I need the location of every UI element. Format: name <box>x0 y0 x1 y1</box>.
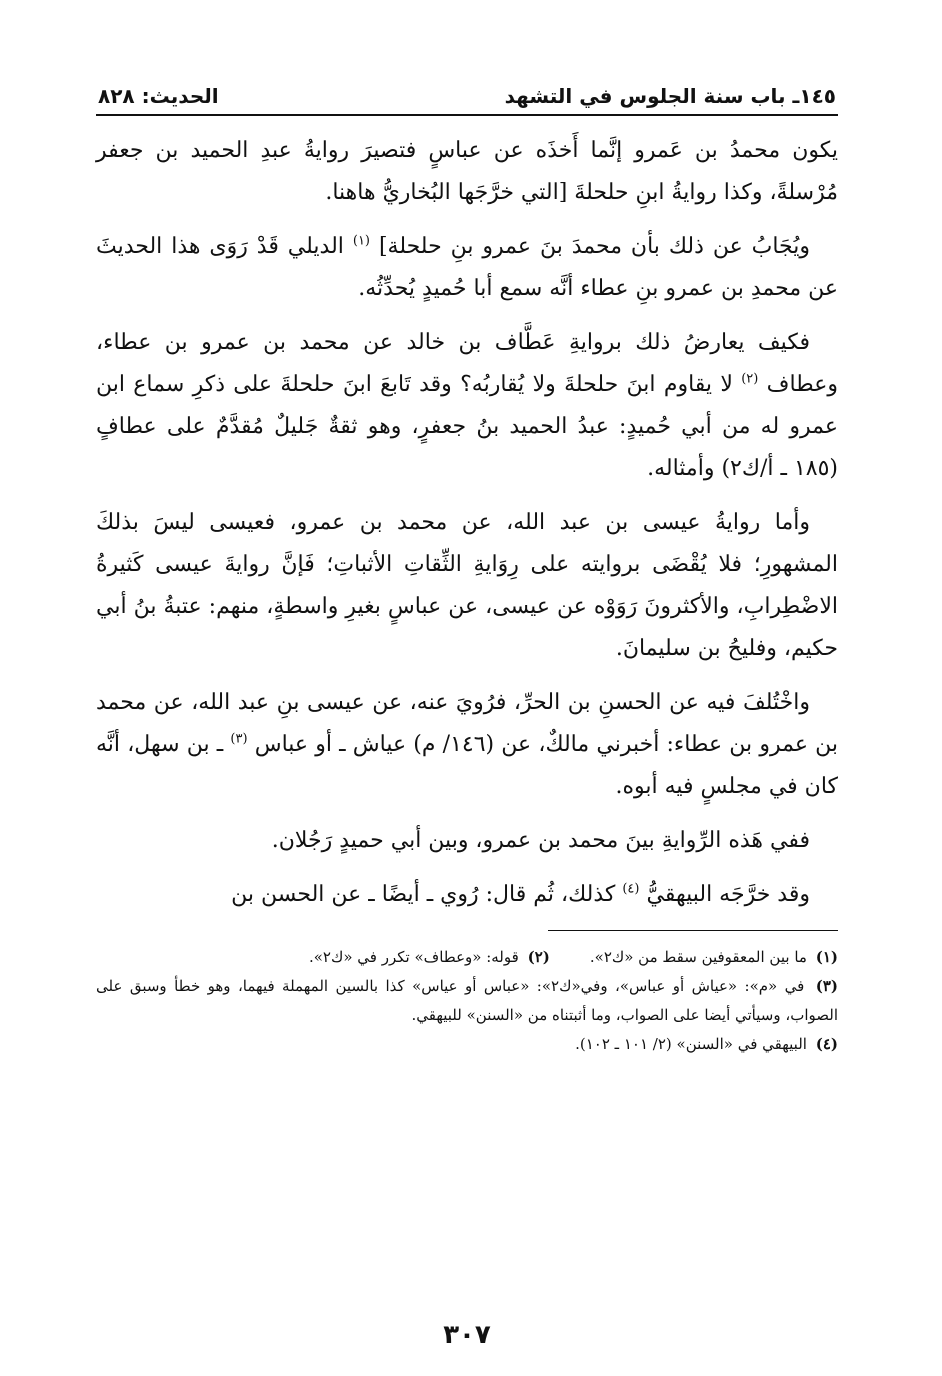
paragraph-text: يكون محمدُ بن عَمرو إنَّما أَخذَه عن عباسٍ فتصيرَ روايةُ عبدِ الحميد بن جعفر مُرْسلةً، وكذا روايةُ ابنِ حلحلةَ [التي خرَّجَها البُخاريُّ هاهنا. <box>96 138 838 205</box>
running-header <box>96 80 838 116</box>
paragraph <box>96 682 838 808</box>
footnotes <box>96 943 838 1059</box>
paragraph-text: ـ بن سهل، أنَّه كان في مجلسٍ فيه أبوه. <box>96 732 838 799</box>
book-page <box>96 80 838 1350</box>
paragraph-text: وقد خرَّجَه البيهقيُّ <box>646 882 810 907</box>
footnote-number: (١) <box>815 948 838 966</box>
footnote-2 <box>309 943 550 972</box>
footnote-number: (٤) <box>815 1035 838 1053</box>
chapter-title: ١٤٥ـ باب سنة الجلوس في التشهد <box>504 84 836 108</box>
footnote-text: ما بين المعقوفين سقط من «ك٢». <box>589 948 807 966</box>
paragraph-text: لا يقاوم ابنَ حلحلةَ ولا يُقاربُه؟ وقد تَابعَ ابنَ حلحلةَ على ذكرِ سماع ابن عمرو له من أبي حُميدٍ: عبدُ الحميد بنُ جعفرٍ، وهو ثقةٌ جَليلٌ مُقدَّمٌ على عطافٍ (١٨٥ ـ أ/ك٢) وأمثاله. <box>96 372 838 481</box>
paragraph-text: ففي هَذه الرِّوايةِ بينَ محمد بن عمرو، وبين أبي حميدٍ رَجُلان. <box>271 828 810 853</box>
paragraph-text: واخْتُلفَ فيه عن الحسنِ بن الحرِّ، فرُويَ عنه، عن عيسى بنِ عبد الله، عن محمد بن عمرو بن عطاء: أخبرني مالكٌ، عن (١٤٦/ م) عياش ـ أو عباس <box>96 690 838 757</box>
footnote-text: قوله: «وعطاف» تكرر في «ك٢». <box>308 948 519 966</box>
footnote-marker[interactable]: (٣) <box>230 731 248 747</box>
paragraph-text: وأما روايةُ عيسى بن عبد الله، عن محمد بن عمرو، فعيسى ليسَ بذلكَ المشهورِ؛ فلا يُقْضَى بروايته على رِوَايةِ الثِّقاتِ الأثباتِ؛ فَإنَّ روايةَ عيسى كَثيرةُ الاضْطِرابِ، والأكثرونَ رَوَوْه عن عيسى، عن عباسٍ بغيرِ واسطةٍ، منهم: عتبةُ بنُ أبي حكيم، وفليحُ بن سليمانَ. <box>96 510 838 661</box>
paragraph <box>96 226 838 310</box>
footnote-marker[interactable]: (٢) <box>741 371 759 387</box>
footnote-4 <box>96 1030 838 1059</box>
footnote-marker[interactable]: (٤) <box>622 881 640 897</box>
paragraph-text: الديلي قَدْ رَوَى هذا الحديثَ عن محمدِ بن عمرو بنِ عطاء أنَّه سمع أبا حُميدٍ يُحدِّثُه. <box>96 234 838 301</box>
paragraph-text: ويُجَابُ عن ذلك بأن محمدَ بنَ عمرو بنِ حلحلة] <box>378 234 810 259</box>
paragraph <box>96 874 838 916</box>
main-text <box>96 130 838 916</box>
hadith-reference: الحديث: ٨٢٨ <box>98 84 219 108</box>
footnote-text: في «م»: «عياش أو عباس»، وفي«ك٢»: «عباس أو عياس» كذا بالسين المهملة فيهما، وهو خطأ وسبق على الصواب، وسيأتي أيضا على الصواب، وما أثبتناه من «السنن» للبيهقي. <box>96 977 838 1024</box>
paragraph <box>96 130 838 214</box>
paragraph-text: فكيف يعارضُ ذلك بروايةِ عَطَّاف بن خالد عن محمد بن عمرو بن عطاء، وعطاف <box>96 330 838 397</box>
footnote-3 <box>96 972 838 1030</box>
paragraph <box>96 820 838 862</box>
footnote-number: (٢) <box>527 948 550 966</box>
paragraph <box>96 502 838 670</box>
paragraph <box>96 322 838 490</box>
footnote-number: (٣) <box>815 977 838 995</box>
footnote-text: البيهقي في «السنن» (٢/ ١٠١ ـ ١٠٢). <box>575 1035 807 1053</box>
footnote-row <box>96 943 838 972</box>
page-number: ٣٠٧ <box>443 1320 491 1350</box>
footnote-divider <box>548 930 838 931</box>
footnote-1 <box>590 943 838 972</box>
footnote-marker[interactable]: (١) <box>352 233 370 249</box>
paragraph-text: كذلك، ثُم قال: رُوي ـ أيضًا ـ عن الحسن بن <box>231 882 616 907</box>
